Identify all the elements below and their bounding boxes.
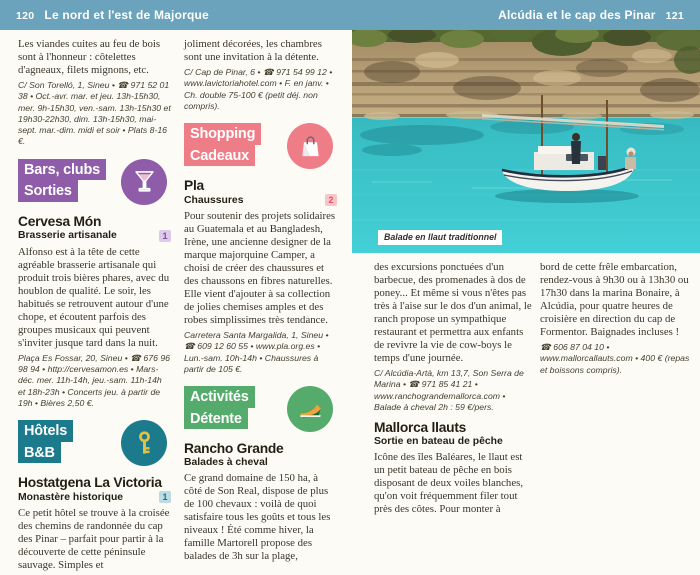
section-label-line1: Activités (184, 386, 255, 408)
llauts-practical-info: ☎ 606 87 04 10 • www.mallorcallauts.com • 400 € (repas et boissons compris). (540, 342, 690, 375)
listing-title-hostatgena: Hostatgena La Victoria (18, 475, 162, 491)
pla-practical-info: Carretera Santa Margalida, 1, Sineu • ☎ 609 12 60 55 • www.pla.org.es • Lun.-sam. 10h-14h • Chaussures à partir de 105 €. (184, 330, 329, 375)
section-label-line2: Détente (184, 408, 248, 430)
left-page-number: 120 (16, 10, 35, 22)
listing-title-llauts: Mallorca llauts (374, 420, 467, 436)
section-hotels-bb (18, 420, 171, 466)
listing-title-pla: Pla (184, 178, 204, 194)
hostatgena-body: Ce petit hôtel se trouve à la croisée des chemins de randonnée du cap des Pinar – parfait pour partir à la découverte de cette péninsule sauvage. Simples et (18, 507, 170, 572)
left-page-title: Le nord et l'est de Majorque (44, 8, 209, 22)
shopping-bag-icon (287, 123, 333, 169)
pla-body: Pour soutenir des projets solidaires au Guatemala et au Bangladesh, Irène, une ancienne designer de la marque majorquine Camper, a choisi de créer des chaussures et des chaussons en fibres naturelles. Elle vient d'ajouter à sa collection de jolies chemises amples et des robes simplissimes très tendance. (184, 210, 336, 327)
header-left (16, 8, 209, 22)
sneaker-icon (287, 386, 333, 432)
listing-subtitle-rancho: Balades à cheval (184, 457, 268, 469)
listing-title-cervesa: Cervesa Món (18, 213, 102, 229)
header-right (498, 8, 684, 22)
section-label-line1: Shopping (184, 123, 261, 145)
listing-title-rancho: Rancho Grande (184, 441, 284, 457)
listing-subtitle-pla: Chaussures (184, 194, 244, 206)
cocktail-icon (121, 159, 167, 205)
rancho-body: Ce grand domaine de 150 ha, à côté de Son Real, dispose de plus de 100 chevaux : voilà de quoi satisfaire tous les goûts et tous les niveaux ! Été comme hiver, la famille Martorell propose des balades de 3h sur la plage, (184, 472, 331, 563)
cervesa-practical-info: Plaça Es Fossar, 20, Sineu • ☎ 676 96 98 94 • http://cervesamon.es • Mars-déc. mer. 11h-14h, jeu.-sam. 11h-14h et 18h-23h • Concerts jeu. à partir de 19h • Bières 2,50 €. (18, 352, 170, 408)
map-marker-badge: 2 (325, 194, 337, 206)
llauts-body-end: bord de cette frêle embarcation, rendez-vous à 9h30 ou à 13h30 ou 17h30 dans la marina Bonaire, à Alcúdia, pour quatre heures de croisière en direction du cap de Formentor. Baignades incluses ! (540, 261, 689, 338)
restaurant-body-end: Les viandes cuites au feu de bois sont à l'honneur : côtelettes d'agneaux, filets mignons, etc. (18, 38, 161, 76)
listing-subtitle-cervesa: Brasserie artisanale (18, 230, 117, 242)
column-2 (184, 38, 337, 566)
section-label-line1: Hôtels (18, 420, 73, 442)
listing-subtitle-llauts: Sortie en bateau de pêche (374, 436, 503, 448)
llaut-boat-photo (352, 30, 700, 253)
photo-illustration (352, 30, 700, 253)
right-page-number: 121 (665, 10, 684, 22)
right-page-title: Alcúdia et le cap des Pinar (498, 8, 656, 22)
map-marker-badge: 1 (159, 230, 171, 242)
section-label-line1: Bars, clubs (18, 159, 106, 181)
section-shopping (184, 123, 337, 169)
rancho-practical-info: C/ Alcúdia-Artà, km 13,7, Son Serra de Marina • ☎ 971 85 41 21 • www.ranchograndemallorca.com • Balade à cheval 2h : 59 €/pers. (374, 368, 524, 412)
key-icon (121, 420, 167, 466)
llauts-body: Icône des îles Baléares, le llaut est un petit bateau de pêche en bois disposant de deux voiles blanches, qu'on voit fréquemment filer tout près des côtes. Pour monter à (374, 451, 524, 516)
listing-subtitle-hostatgena: Monastère historique (18, 491, 124, 503)
cervesa-body: Alfonso est à la tête de cette agréable brasserie artisanale qui produit trois bières phares, avec du houblon de qualité. Le soir, les habitués se retrouvent autour d'une chope, et écoutent parfois des groupes musicaux qui peuvent s'inviter jusque tard dans la nuit. (18, 245, 170, 349)
rancho-body-end: des excursions ponctuées d'un barbecue, des promenades à dos de poney... Et même si vous n'êtes pas très à l'aise sur le dos d'un animal, le ranch propose un sympathique restaurant et permettra aux enfants de revivre la vie de cow-boys le temps d'une journée. (374, 261, 532, 364)
map-marker-badge: 1 (159, 491, 171, 503)
section-activites (184, 386, 337, 432)
section-label-line2: Cadeaux (184, 145, 255, 167)
photo-caption: Balade en llaut traditionnel (378, 230, 502, 245)
column-3 (374, 261, 532, 519)
hostatgena-practical-info: C/ Cap de Pinar, 6 • ☎ 971 54 99 12 • www.lavictoriahotel.com • F. en janv. • Ch. double 75-100 € (petit déj. non compris). (184, 67, 333, 111)
column-4 (540, 261, 693, 381)
restaurant-practical-info: C/ Son Torelló, 1, Sineu • ☎ 971 52 01 38 • Oct.-avr. mar. et jeu. 13h-15h30, mer. 9h-15h30, ven.-sam. 13h-15h30 et 19h30-22h30, dim. 13h-15h30, mai-sept. mar.-dim. midi et soir • Plats 8-16 €. (18, 80, 171, 147)
page-header (0, 0, 700, 30)
section-bars-clubs (18, 159, 171, 205)
hostatgena-body-end: joliment décorées, les chambres sont une invitation à la détente. (184, 38, 322, 63)
section-label-line2: B&B (18, 442, 61, 464)
column-1 (18, 38, 171, 575)
section-label-line2: Sorties (18, 180, 78, 202)
